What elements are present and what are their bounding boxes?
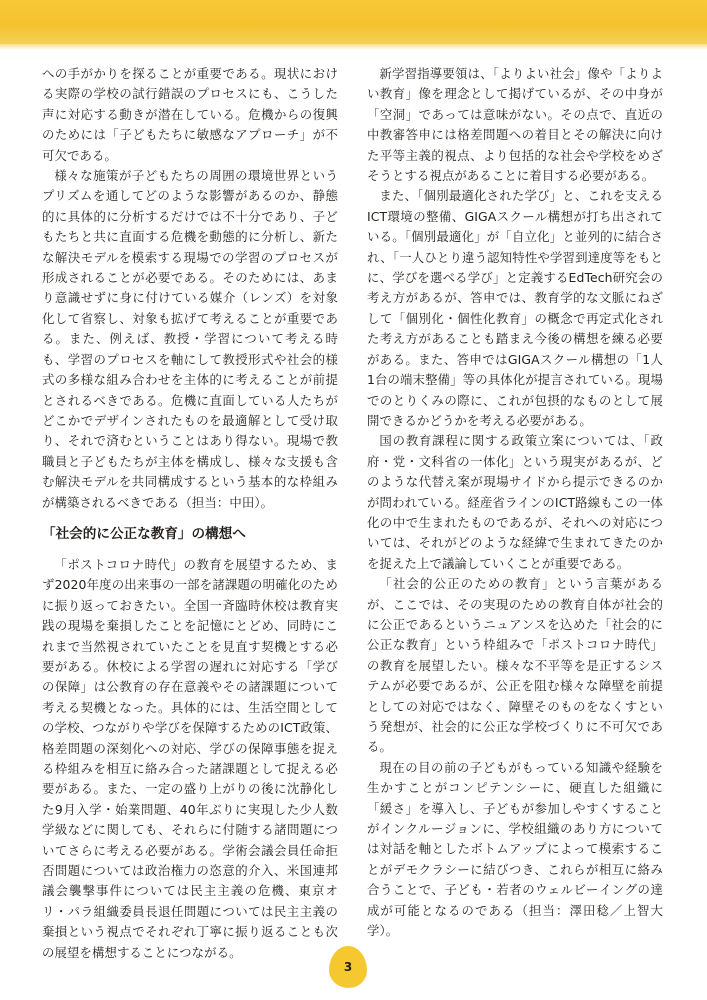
right-column <box>367 64 663 941</box>
body-paragraph: 様々な施策が子どもたちの周囲の環境世界というプリズムを通してどのような影響があるのか、静態的に具体的に分析するだけでは不十分であり、子どもたちと共に直面する危機を動態的に分析し、新たな解決モデルを模索する現場での学習のプロセスが形成されることが必要である。そのためには、あまり意識せずに身に付けている媒介（レンズ）を対象化して省察し、対象も拡げて考えることが重要である。また、例えば、教授・学習について考える時も、学習のプロセスを軸にして教授形式や社会的様式の多様な組み合わせを主体的に考えることが前提とされるべきである。危機に直面している人たちがどこかでデザインされたものを最適解として受け取り、それで済むということはあり得ない。現場で教職員と子どもたちが主体を構成し、様々な支援も含む解決モデルを共同構成するという基本的な枠組みが構築されるべきである（担当：中田）。 <box>42 168 338 510</box>
page-number-badge <box>329 946 367 988</box>
body-paragraph: 「ポストコロナ時代」の教育を展望するため、まず2020年度の出来事の一部を諸課題の明確化のために振り返っておきたい。全国一斉臨時休校は教育実践の現場を棄損したことを記憶にとどめ、同時にこれまで当然視されていたことを見直す契機とする必要がある。休校による学習の遅れに対応する「学びの保障」は公教育の存在意義やその諸課題について考える契機となった。具体的には、生活空間としての学校、つながりや学びを保障するためのICT政策、格差問題の深刻化への対応、学びの保障事態を捉える枠組みを相互に絡み合った諸課題として捉える必要がある。また、一定の盛り上がりの後に沈静化した9月入学・始業問題、40年ぶりに実現した少人数学級などに関しても、それらに付随する諸問題についてさらに考える必要がある。学術会議会員任命拒否問題については政治権力の恣意的介入、米国連邦議会襲撃事件については民主主義の危機、東京オリ・パラ組織委員長退任問題については民主主義の棄損という視点でそれぞれ丁寧に振り返ることも次の展望を構想することにつながる。 <box>42 556 338 960</box>
body-paragraph: 現在の目の前の子どもがもっている知識や経験を生かすことがコンピテンシーに、硬直した組織に「緩さ」を導入し、子どもが参加しやすくすることがインクルージョンに、学校組織のあり方については対話を軸としたボトムアップによって模索することがデモクラシーに結びつき、これらが相互に絡み合うことで、子ども・若者のウェルビーイングの達成が可能となるのである（担当：澤田稔／上智大学）。 <box>367 759 663 939</box>
body-paragraph: 国の教育課程に関する政策立案については、「政府・党・文科省の一体化」という現実があるが、どのような代替え案が現場サイドから提示できるのかが問われている。経産省ラインのICT路線もこの一体化の中で生まれたものであるが、それへの対応については、それがどのような経緯で生まれてきたのかを捉えた上で議論していくことが重要である。 <box>367 433 663 571</box>
body-paragraph: また、「個別最適化された学び」と、これを支えるICT環境の整備、GIGAスクール構想が打ち出されている。「個別最適化」が「自立化」と並列的に結合され、「一人ひとり違う認知特性や学習到達度等をもとに、学びを選べる学び」と定義するEdTech研究会の考え方があるが、答申では、教育学的な文脈にねざして「個別化・個性化教育」の概念で再定式化された考え方があることも踏まえ今後の構想を練る必要がある。また、答申ではGIGAスクール構想の「1人1台の端末整備」等の具体化が提言されている。現場でのとりくみの際に、これが包摂的なものとして展開できるかどうかを考える必要がある。 <box>367 188 663 428</box>
body-paragraph: への手がかりを探ることが重要である。現状における実際の学校の試行錯誤のプロセスにも、こうした声に対応する動きが潜在している。危機からの復興のためには「子どもたちに敏感なアプローチ」が不可欠である。 <box>42 66 338 163</box>
body-paragraph: 新学習指導要領は、「よりよい社会」像や「よりよい教育」像を理念として掲げているが、その中身が「空洞」であっては意味がない。その点で、直近の中教審答申には格差問題への着目とその解決に向けた平等主義的視点、より包括的な社会や学校をめざそうとする視点があることに着目する必要がある。 <box>367 66 663 184</box>
page-number: 3 <box>343 960 353 974</box>
section-heading: 「社会的に公正な教育」の構想へ <box>42 525 246 542</box>
left-column <box>42 64 338 963</box>
top-decorative-band <box>0 0 707 44</box>
body-paragraph: 「社会的公正のための教育」という言葉があるが、ここでは、その実現のための教育自体が社会的に公正であるというニュアンスを込めた「社会的に公正な教育」という枠組みで「ポストコロナ時代」の教育を展望したい。様々な不平等を是正するシステムが必要であるが、公正を阻む様々な障壁を前提としての対応ではなく、障壁そのものをなくすという発想が、社会的に公正な学校づくりに不可欠である。 <box>367 576 663 755</box>
